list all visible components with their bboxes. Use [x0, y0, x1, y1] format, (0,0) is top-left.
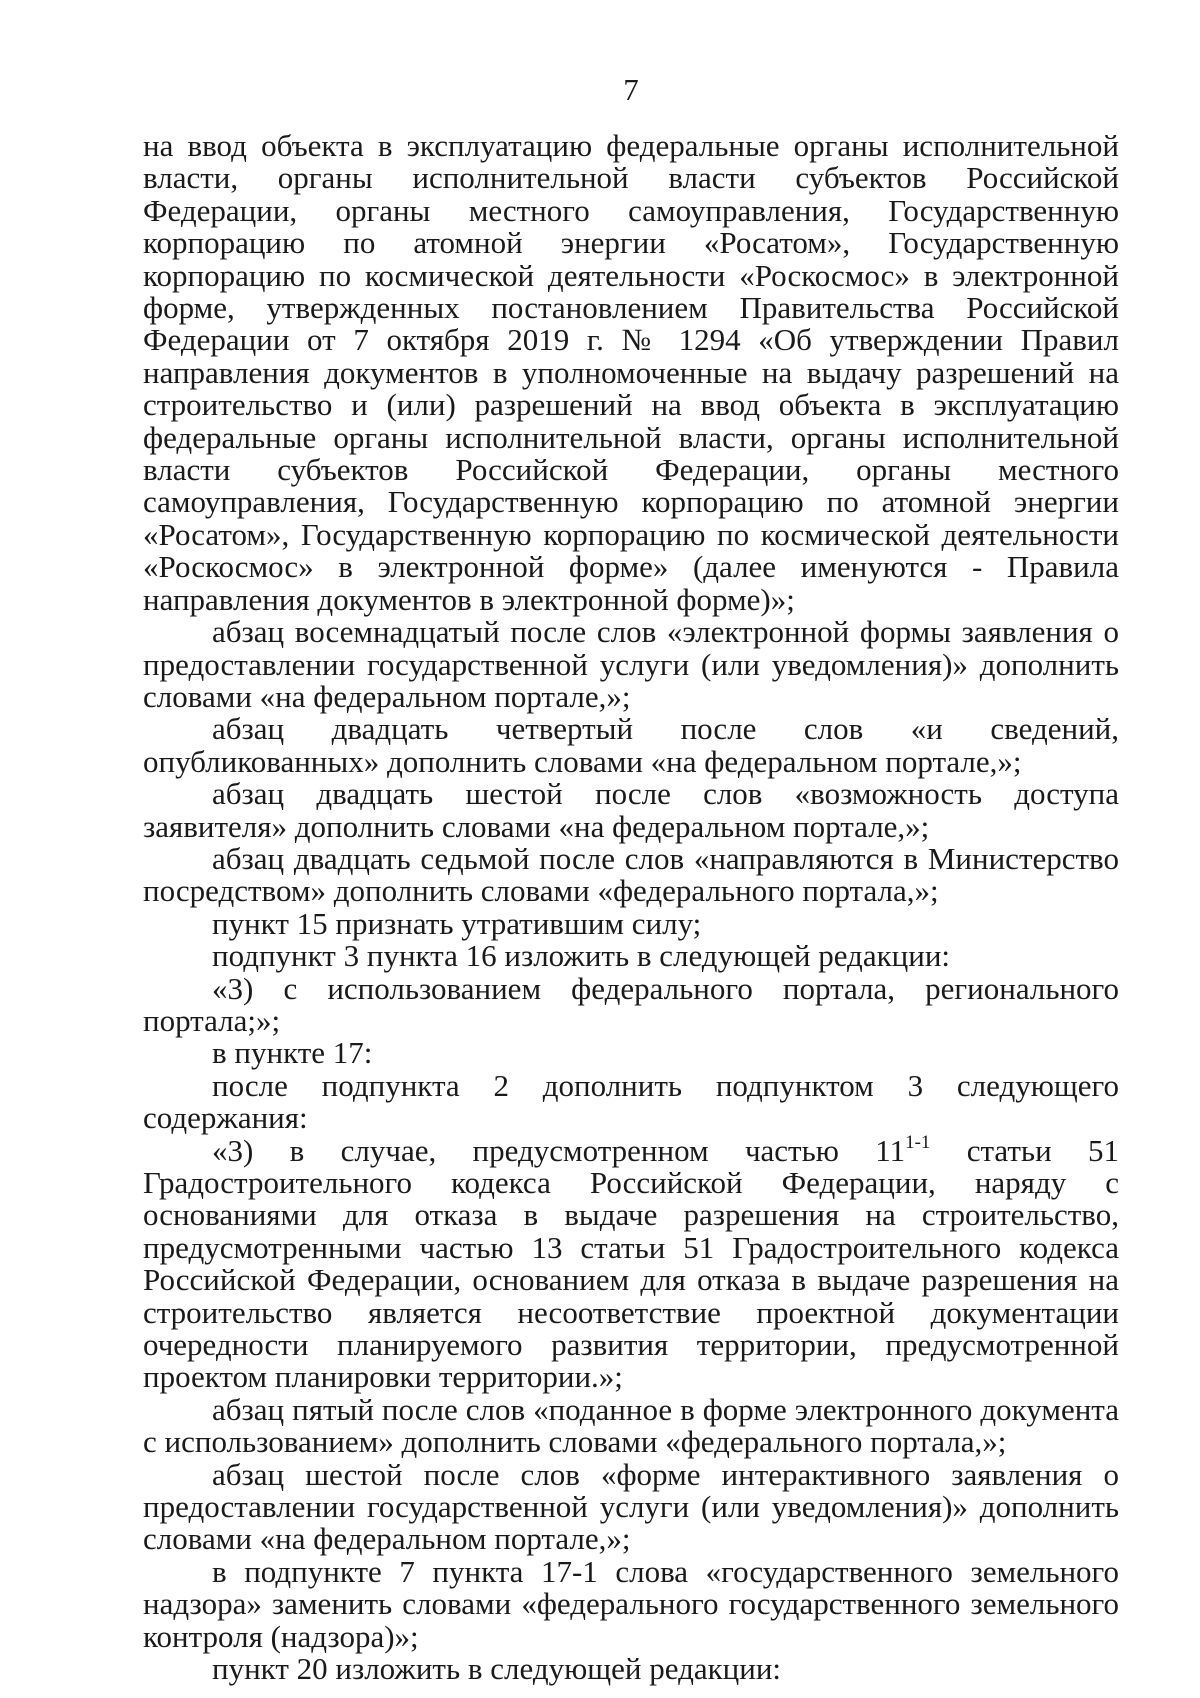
paragraph: пункт 20 изложить в следующей редакции: [212, 1651, 782, 1687]
paragraph: подпункт 3 пункта 16 изложить в следующей редакции: [212, 938, 951, 974]
document-body [143, 130, 1119, 1686]
paragraph: в пункте 17: [212, 1035, 373, 1071]
page-number: 7 [623, 72, 639, 107]
paragraph: абзац пятый после слов «поданное в форме электронного документа с использованием» дополнить словами «федерального портала,»; [143, 1391, 1119, 1460]
paragraph: абзац двадцать седьмой после слов «направляются в Министерство посредством» дополнить словами «федерального портала,»; [143, 840, 1119, 909]
paragraph: абзац шестой после слов «форме интерактивного заявления о предоставлении государственной услуги (или уведомления)» дополнить словами «на федеральном портале,»; [143, 1456, 1119, 1557]
paragraph: пункт 15 признать утратившим силу; [212, 905, 702, 941]
paragraph-text-end: статьи 51 Градостроительного кодекса Российской Федерации, наряду с основаниями для отказа в выдаче разрешения на строительство, предусмотренными частью 13 статьи 51 Градостроительного кодекса Российской Федерации, основанием для отказа в выдаче разрешения на строительство является несоответствие проектной документации очередности планируемого развития территории, предусмотренной проектом планировки территории.»; [143, 1132, 1119, 1395]
paragraph: в подпункте 7 пункта 17-1 слова «государственного земельного надзора» заменить словами «федерального государственного земельного контроля (надзора)»; [143, 1553, 1119, 1654]
paragraph-text-start: «3) в случае, предусмотренном частью 11 [212, 1132, 906, 1168]
paragraph: абзац двадцать шестой после слов «возможность доступа заявителя» дополнить словами «на федеральном портале,»; [143, 776, 1119, 844]
superscript-part-number: 1-1 [905, 1131, 931, 1153]
paragraph: после подпункта 2 дополнить подпунктом 3 следующего содержания: [143, 1067, 1119, 1136]
paragraph: «3) с использованием федерального портала, регионального портала;»; [143, 970, 1119, 1038]
paragraph: на ввод объекта в эксплуатацию федеральные органы исполнительной власти, органы исполнительной власти субъектов Российской Федерации, органы местного самоуправления, Государственную корпорацию по атомной энергии «Росатом», Государственную корпорацию по космической деятельности «Роскосмос» в электронной форме, утвержденных постановлением Правительства Российской Федерации от 7 октября 2019 г. № 1294 «Об утверждении Правил направления документов в уполномоченные на выдачу разрешений на строительство и (или) разрешений на ввод объекта в эксплуатацию федеральные органы исполнительной власти, органы исполнительной власти субъектов Российской Федерации, органы местного самоуправления, Государственную корпорацию по атомной энергии «Росатом», Государственную корпорацию по космической деятельности «Роскосмос» в электронной форме» (далее именуются - Правила направления документов в электронной форме)»; [143, 128, 1119, 617]
paragraph: абзац восемнадцатый после слов «электронной формы заявления о предоставлении государственной услуги (или уведомления)» дополнить словами «на федеральном портале,»; [143, 614, 1119, 714]
paragraph-with-superscript [143, 1131, 1119, 1395]
paragraph: абзац двадцать четвертый после слов «и сведений, опубликованных» дополнить словами «на федеральном портале,»; [143, 711, 1119, 779]
